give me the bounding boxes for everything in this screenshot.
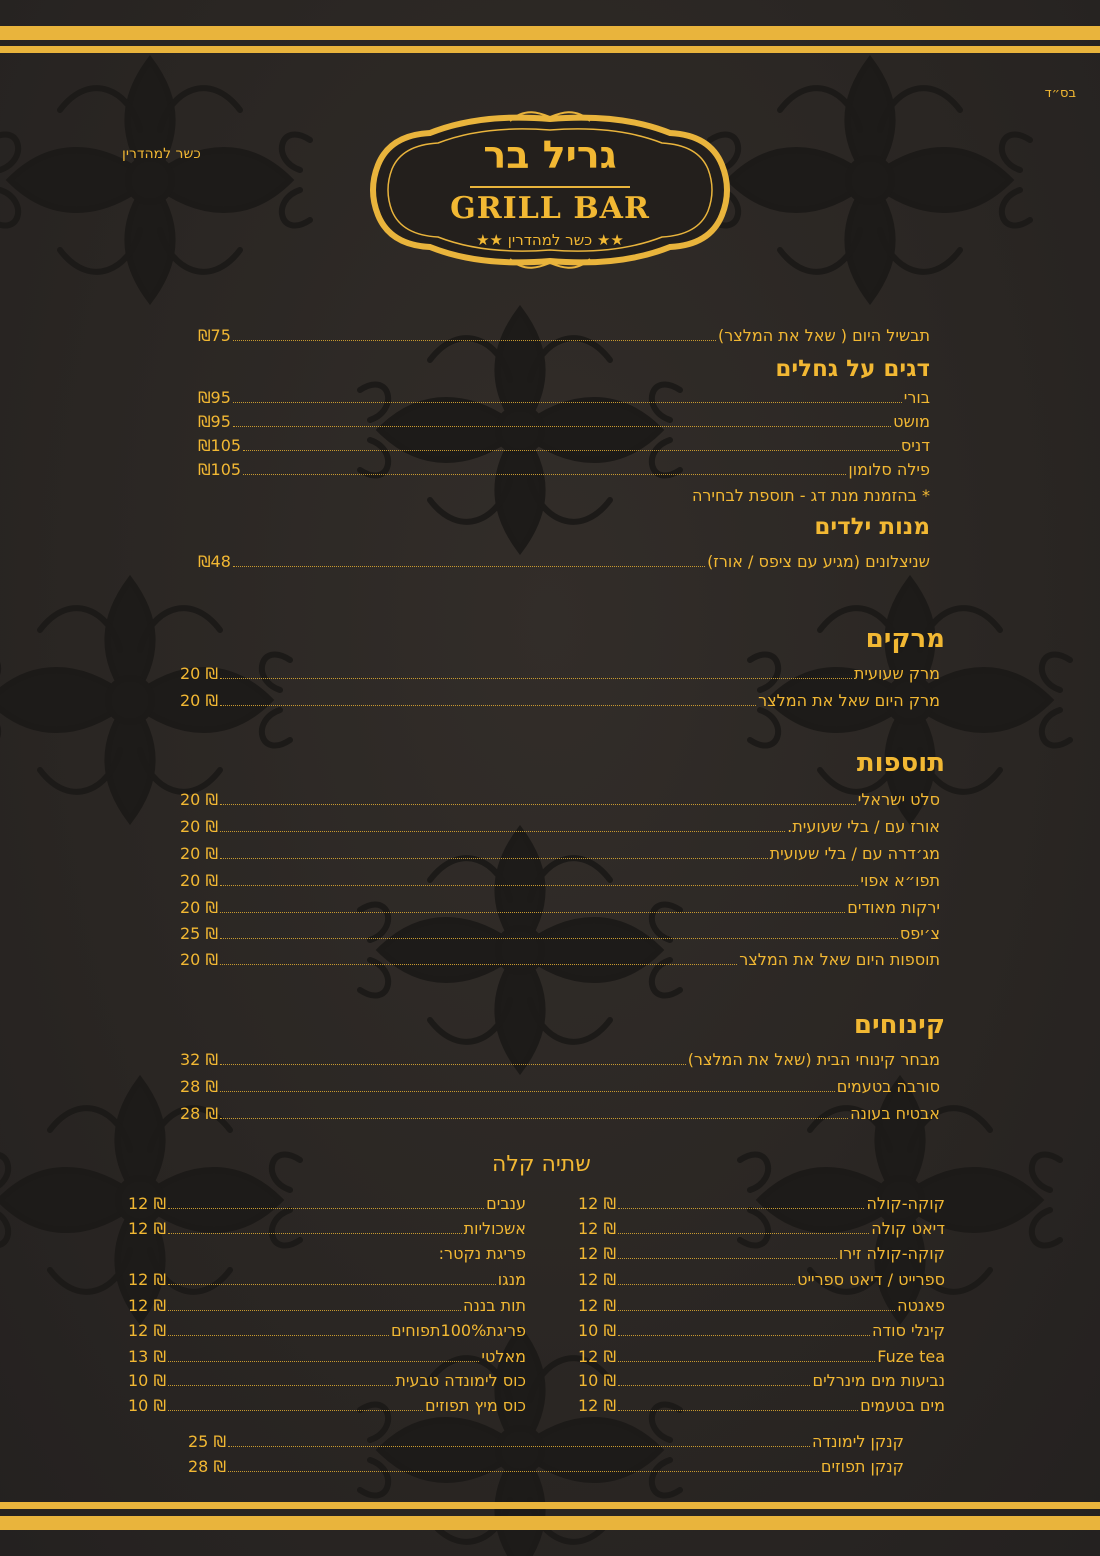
drink-item-name: כוס מיץ תפוזים	[424, 1396, 526, 1415]
logo-tagline: כשר למהדרין	[507, 231, 593, 249]
side-item-price: 20 ₪	[180, 871, 218, 890]
side-item-row	[180, 842, 940, 864]
drink-item-row	[128, 1217, 526, 1239]
leader-dots	[220, 937, 898, 939]
side-item-row	[180, 788, 940, 810]
side-item-name: ירקות מאודים	[847, 898, 940, 917]
drink-item-row	[578, 1345, 945, 1367]
drink-item-row	[128, 1268, 526, 1290]
drink-item-price: 12 ₪	[128, 1296, 166, 1315]
drink-item-price: 10 ₪	[128, 1371, 166, 1390]
bottom-stripe-thick	[0, 1516, 1100, 1530]
dessert-item-price: 28 ₪	[180, 1104, 218, 1123]
top-stripe-thin	[0, 46, 1100, 53]
kashrut-label: כשר למהדרין	[122, 146, 201, 162]
leader-dots	[233, 401, 902, 403]
leader-dots	[220, 1117, 848, 1119]
leader-dots	[220, 963, 737, 965]
drink-item-row	[128, 1294, 526, 1316]
leader-dots	[618, 1283, 795, 1285]
drink-item-row	[578, 1394, 945, 1416]
soup-item-price: 20 ₪	[180, 664, 218, 683]
star-icon: ★★	[596, 231, 624, 249]
drink-item-price: 12 ₪	[578, 1347, 616, 1366]
leader-dots	[618, 1334, 870, 1336]
drink-item-row	[578, 1319, 945, 1341]
leader-dots	[618, 1360, 875, 1362]
kids-section-title: מנות ילדים	[814, 514, 930, 540]
fish-item-row	[198, 410, 930, 432]
kids-item-name: שניצלונים (מגיע עם ציפס / אורז)	[707, 552, 930, 571]
dessert-item-row	[180, 1075, 940, 1097]
jug-item-name: קנקן תפוזים	[820, 1457, 904, 1476]
logo-english-name: GRILL BAR	[450, 191, 650, 226]
jug-item-row	[188, 1455, 904, 1477]
side-item-price: 20 ₪	[180, 817, 218, 836]
side-item-name: צ׳יפס	[899, 924, 940, 943]
fish-item-row	[198, 458, 930, 480]
leader-dots	[618, 1207, 864, 1209]
drink-item-price: 12 ₪	[128, 1194, 166, 1213]
top-stripe-thick	[0, 26, 1100, 40]
drink-item-name: נביעות מים מינרלים	[812, 1371, 945, 1390]
leader-dots	[220, 1090, 835, 1092]
side-item-name: סלט ישראלי	[857, 790, 940, 809]
side-item-name: תפו״א אפוי	[860, 871, 940, 890]
drink-item-price: 12 ₪	[578, 1296, 616, 1315]
leader-dots	[168, 1334, 389, 1336]
drink-item-name: תות בננה	[463, 1296, 526, 1315]
drink-item-row	[578, 1242, 945, 1264]
drink-item-row	[578, 1268, 945, 1290]
fish-item-row	[198, 386, 930, 408]
drink-item-price: 12 ₪	[128, 1321, 166, 1340]
drink-item-row	[128, 1192, 526, 1214]
drink-item-price: 10 ₪	[578, 1321, 616, 1340]
dessert-item-name: מבחר קינוחי הבית (שאל את המלצר)	[687, 1050, 940, 1069]
leader-dots	[220, 857, 768, 859]
dish-of-day-name: תבשיל היום ( שאל את המלצר)	[718, 326, 930, 345]
drink-item-row	[578, 1369, 945, 1391]
leader-dots	[168, 1283, 496, 1285]
fish-note: * בהזמנת מנת דג - תוספת לבחירה	[691, 486, 930, 505]
dessert-item-name: אבטיח בעונה	[850, 1104, 940, 1123]
soups-section-title: מרקים	[865, 624, 945, 654]
drinks-section-title: שתיה קלה	[492, 1152, 591, 1177]
fish-item-name: פילה סלומון	[848, 460, 930, 479]
kids-item-price: ₪48	[198, 552, 231, 571]
drink-item-name: קינלי סודה	[871, 1321, 945, 1340]
leader-dots	[220, 677, 852, 679]
leader-dots	[168, 1360, 479, 1362]
soup-item-name: מרק שעועית	[853, 664, 940, 683]
soup-item-price: 20 ₪	[180, 691, 218, 710]
drink-item-row	[128, 1319, 526, 1341]
leader-dots	[228, 1470, 819, 1472]
leader-dots	[618, 1309, 895, 1311]
drink-item-name: ספרייט / דיאט ספרייט	[797, 1270, 945, 1289]
leader-dots	[168, 1232, 462, 1234]
drink-item-row	[578, 1217, 945, 1239]
drink-item-price: 12 ₪	[578, 1270, 616, 1289]
jug-item-price: 28 ₪	[188, 1457, 226, 1476]
side-item-row	[180, 815, 940, 837]
drink-item-name: ענבים	[486, 1194, 526, 1213]
fish-item-price: ₪95	[198, 412, 231, 431]
drink-item-price: 12 ₪	[578, 1219, 616, 1238]
leader-dots	[220, 1063, 686, 1065]
drink-item-name: מים בטעמים	[860, 1396, 945, 1415]
leader-dots	[618, 1232, 869, 1234]
fish-section-title: דגים על גחלים	[775, 356, 930, 382]
drink-item-price: 10 ₪	[578, 1371, 616, 1390]
star-icon: ★★	[476, 231, 504, 249]
drink-item-row	[578, 1294, 945, 1316]
dessert-item-row	[180, 1048, 940, 1070]
drink-item-price: 10 ₪	[128, 1396, 166, 1415]
side-item-name: תוספות היום שאל את המלצר	[739, 950, 940, 969]
dessert-item-price: 28 ₪	[180, 1077, 218, 1096]
logo-hebrew-name: גריל בר	[483, 133, 617, 177]
side-item-price: 25 ₪	[180, 924, 218, 943]
jug-item-row	[188, 1430, 904, 1452]
jug-item-name: קנקן לימונדה	[811, 1432, 904, 1451]
leader-dots	[618, 1384, 810, 1386]
drink-item-name: אשכוליות	[463, 1219, 526, 1238]
desserts-section-title: קינוחים	[853, 1010, 945, 1040]
leader-dots	[228, 1445, 810, 1447]
leader-dots	[220, 911, 845, 913]
drink-item-name: פאנטה	[897, 1296, 945, 1315]
drink-item-name: דיאט קולה	[871, 1219, 945, 1238]
drink-item-name: כוס לימונדה טבעית	[395, 1371, 526, 1390]
soup-item-row	[180, 662, 940, 684]
dessert-item-name: סורבה בטעמים	[836, 1077, 940, 1096]
drink-item-name: Fuze tea	[877, 1347, 945, 1366]
fish-item-price: ₪95	[198, 388, 231, 407]
drink-item-row	[128, 1394, 526, 1416]
drink-item-name: קוקה-קולה	[866, 1194, 945, 1213]
leader-dots	[233, 339, 716, 341]
side-item-price: 20 ₪	[180, 950, 218, 969]
side-item-price: 20 ₪	[180, 790, 218, 809]
drink-item-price: 12 ₪	[578, 1396, 616, 1415]
drink-item-price: 12 ₪	[578, 1194, 616, 1213]
fish-item-name: מושט	[893, 412, 930, 431]
leader-dots	[220, 704, 756, 706]
side-item-row	[180, 922, 940, 944]
fish-item-name: בורי	[903, 388, 930, 407]
dessert-item-row	[180, 1102, 940, 1124]
side-item-row	[180, 896, 940, 918]
logo-frame	[360, 105, 740, 275]
drink-item-price: 12 ₪	[128, 1219, 166, 1238]
leader-dots	[168, 1384, 393, 1386]
drink-item-price: 13 ₪	[128, 1347, 166, 1366]
drink-item-name: פריגת100%תפוחים	[391, 1321, 526, 1340]
bottom-stripe-thin	[0, 1502, 1100, 1509]
leader-dots	[618, 1409, 858, 1411]
side-item-row	[180, 869, 940, 891]
drink-item-name: קוקה-קולה זירו	[838, 1244, 945, 1263]
drink-item-row	[578, 1192, 945, 1214]
drink-item-row	[128, 1369, 526, 1391]
leader-dots	[168, 1409, 423, 1411]
fish-item-price: ₪105	[198, 436, 242, 455]
drink-item-name: מאלטי	[481, 1347, 526, 1366]
drink-item-price: 12 ₪	[578, 1244, 616, 1263]
drink-item-price: 12 ₪	[128, 1270, 166, 1289]
kids-item-row	[198, 550, 930, 572]
dish-of-day-row	[198, 324, 930, 346]
leader-dots	[618, 1257, 837, 1259]
sides-section-title: תוספות	[856, 748, 945, 778]
side-item-name: אורז עם / בלי שעועית.	[787, 817, 940, 836]
jug-item-price: 25 ₪	[188, 1432, 226, 1451]
leader-dots	[168, 1309, 461, 1311]
dish-of-day-price: ₪75	[198, 326, 231, 345]
fish-item-name: דניס	[900, 436, 930, 455]
restaurant-logo	[360, 105, 740, 275]
bsd-label: בס״ד	[1044, 86, 1076, 101]
leader-dots	[220, 830, 785, 832]
leader-dots	[220, 884, 858, 886]
leader-dots	[243, 449, 899, 451]
drink-item-name: מנגו	[497, 1270, 526, 1289]
leader-dots	[168, 1207, 484, 1209]
drink-item-row	[128, 1345, 526, 1367]
side-item-name: מג׳דרה עם / בלי שעועית	[769, 844, 940, 863]
soup-item-name: מרק היום שאל את המלצר	[758, 691, 940, 710]
soup-item-row	[180, 689, 940, 711]
leader-dots	[220, 803, 856, 805]
side-item-price: 20 ₪	[180, 898, 218, 917]
side-item-row	[180, 948, 940, 970]
leader-dots	[233, 425, 891, 427]
nectar-subheading: פריגת נקטר:	[438, 1244, 526, 1263]
leader-dots	[233, 565, 705, 567]
dessert-item-price: 32 ₪	[180, 1050, 218, 1069]
fish-item-price: ₪105	[198, 460, 242, 479]
side-item-price: 20 ₪	[180, 844, 218, 863]
logo-tagline-row	[360, 231, 740, 249]
fish-item-row	[198, 434, 930, 456]
leader-dots	[243, 473, 846, 475]
